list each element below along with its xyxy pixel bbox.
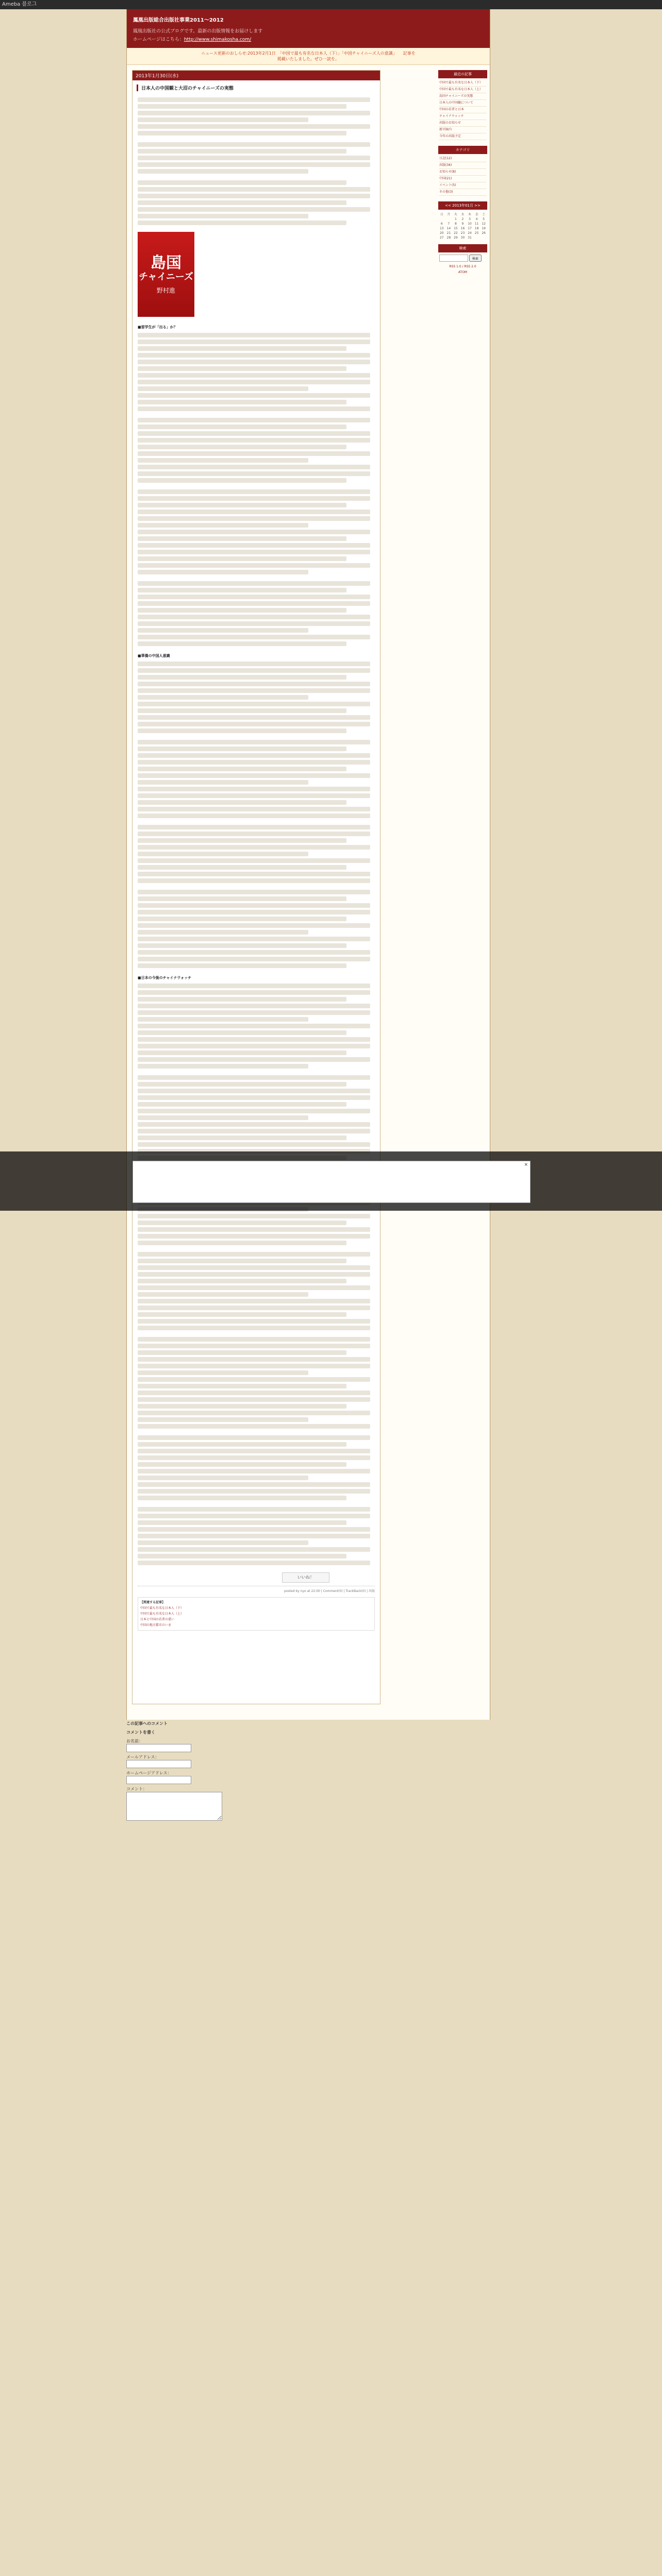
recent-item[interactable]: 中国で最も有名な日本人（下） (439, 80, 486, 87)
calendar-day[interactable]: 11 (474, 222, 479, 226)
section-heading: ■日本の今後のチャイナウォッチ (138, 976, 192, 980)
text-block (138, 180, 375, 225)
related-articles (138, 1597, 375, 1631)
related-item[interactable]: 中国で最も有名な日本人（上） (140, 1612, 184, 1616)
calendar-day[interactable]: 26 (482, 231, 486, 235)
page-container (126, 9, 490, 1720)
calendar-weekday: 日 (440, 213, 443, 216)
calendar-day[interactable]: 4 (475, 217, 478, 221)
calendar-day[interactable]: 14 (446, 227, 451, 230)
url-prefix: ホームページはこちら： (133, 37, 184, 42)
calendar-day[interactable]: 5 (483, 217, 485, 221)
calendar-day[interactable]: 16 (460, 227, 465, 230)
recent-item[interactable]: 出版のお知らせ (439, 120, 486, 127)
recent-item[interactable]: 新刊案内 (439, 127, 486, 133)
text-block (138, 825, 375, 883)
post-body (133, 91, 380, 1583)
text-block (138, 581, 375, 646)
calendar-day[interactable]: 8 (454, 222, 457, 226)
mail-input[interactable] (126, 1760, 191, 1768)
post-footer[interactable]: posted by nyo at 22:00 | Comment(0) | TrackBack(0) | 出版 (138, 1586, 375, 1593)
top-bar (0, 0, 662, 9)
rss-link[interactable]: RSS 1.0 / RSS 2.0 (449, 265, 476, 268)
calendar-weekday: 月 (447, 213, 451, 216)
calendar-day (445, 217, 453, 222)
post-title[interactable]: 日本人の中国観と大沼のチャイニーズの実態 (137, 84, 376, 91)
name-label: お名前： (126, 1739, 143, 1743)
blog-title[interactable]: 鳳凰出版総合出版社事業2011～2012 (133, 18, 224, 23)
comment-heading: この記事へのコメント (126, 1721, 168, 1726)
text-block (138, 1252, 375, 1330)
section-heading: ■留学生が「出る」か？ (138, 325, 177, 329)
name-input[interactable] (126, 1744, 191, 1752)
category-item[interactable]: イベント(5) (439, 182, 486, 189)
top-bar-label: Ameba 블로그 (2, 2, 37, 7)
text-block (138, 97, 375, 135)
recent-item[interactable]: 中国の若者と日本 (439, 107, 486, 113)
calendar-day[interactable]: 19 (482, 227, 486, 230)
calendar-day (438, 217, 445, 222)
home-label: ホームページアドレス： (126, 1771, 172, 1775)
close-icon[interactable]: × (524, 1162, 528, 1167)
modal-dialog (133, 1161, 531, 1203)
text-block (138, 662, 375, 733)
calendar-day[interactable]: 18 (474, 227, 479, 230)
calendar-day[interactable]: 29 (454, 236, 458, 240)
book-cover-image[interactable] (138, 232, 194, 317)
calendar-day[interactable]: 31 (468, 236, 472, 240)
text-block (138, 890, 375, 968)
calendar-day[interactable]: 23 (460, 231, 465, 235)
calendar-day[interactable]: 3 (469, 217, 471, 221)
body-label: コメント： (126, 1787, 147, 1791)
sidebar (438, 70, 487, 275)
related-item[interactable]: 日本と中国の若者の違い (140, 1618, 175, 1621)
book-title-2: チャイニーズ (139, 271, 193, 282)
calendar-day[interactable]: 25 (474, 231, 479, 235)
text-block (138, 418, 375, 483)
category-item[interactable]: 出版(34) (439, 162, 486, 169)
homepage-link[interactable]: http://www.shimakosha.com/ (184, 37, 252, 42)
calendar-day[interactable]: 28 (446, 236, 451, 240)
calendar-weekday: 水 (461, 213, 465, 216)
post-date: 2013年1月30日(水) (133, 71, 380, 80)
calendar-day[interactable]: 13 (439, 227, 444, 230)
calendar-day[interactable]: 22 (454, 231, 458, 235)
main-content (132, 70, 380, 1704)
calendar-heading[interactable]: << 2013年01月 >> (438, 201, 487, 210)
calendar-day[interactable]: 9 (461, 222, 464, 226)
calendar-day[interactable]: 17 (468, 227, 472, 230)
notice-line-1[interactable]: ニュース更新のおしらせ:2013年2月1日 「中国で最も有名な日本人（下）」「中国チャイニーズ人の意識」 記事を (201, 51, 416, 56)
calendar-day (480, 235, 487, 240)
calendar-day[interactable]: 6 (440, 222, 443, 226)
notice-line-2[interactable]: 掲載いたしました。ぜひ一読を。 (277, 57, 339, 62)
recent-item[interactable]: 中国で最も有名な日本人（上） (439, 87, 486, 93)
comment-section (126, 1721, 281, 1822)
text-block (138, 142, 375, 174)
blog-subtitle: 鳳凰出版社の公式ブログです。最新の出版情報をお届けします (133, 29, 263, 34)
calendar-day[interactable]: 2 (461, 217, 464, 221)
calendar-day (473, 235, 481, 240)
calendar-weekday: 火 (454, 213, 457, 216)
recent-list (438, 78, 487, 142)
text-block (138, 1337, 375, 1429)
calendar-day[interactable]: 15 (454, 227, 458, 230)
related-item[interactable]: 中国の地方都市のいま (140, 1623, 172, 1627)
recent-item[interactable]: 島国チャイニーズの実態 (439, 93, 486, 100)
calendar-day[interactable]: 7 (448, 222, 450, 226)
calendar-weekday: 土 (482, 213, 486, 216)
atom-link[interactable]: ATOM (458, 270, 468, 274)
comment-textarea[interactable] (126, 1792, 222, 1821)
recent-item[interactable]: チャイナウォッチ (439, 113, 486, 120)
calendar-day[interactable]: 24 (468, 231, 472, 235)
text-block (138, 1507, 375, 1565)
text-block (138, 740, 375, 818)
calendar-day[interactable]: 27 (439, 236, 444, 240)
category-item[interactable]: 中国(21) (439, 176, 486, 182)
recent-heading: 最近の記事 (438, 70, 487, 78)
text-block (138, 984, 375, 1069)
search-button[interactable]: 検索 (469, 255, 482, 262)
blog-url (133, 36, 484, 42)
calendar-weekday: 金 (475, 213, 478, 216)
calendar-day[interactable]: 12 (482, 222, 486, 226)
category-item[interactable]: 日記(12) (439, 156, 486, 162)
like-button[interactable]: いいね！ (282, 1572, 329, 1583)
calendar (438, 211, 487, 240)
text-block (138, 333, 375, 411)
text-block (138, 489, 375, 574)
book-title-1: 島国 (151, 253, 181, 272)
calendar-day[interactable]: 10 (468, 222, 472, 226)
category-heading: カテゴリ (438, 146, 487, 154)
category-item[interactable]: その他(3) (439, 189, 486, 196)
search-box (438, 252, 487, 264)
mail-label: メールアドレス： (126, 1755, 159, 1759)
calendar-day[interactable]: 30 (460, 236, 465, 240)
blog-header (127, 9, 490, 48)
search-input[interactable] (439, 255, 468, 262)
text-block (138, 1435, 375, 1500)
recent-item[interactable]: 今年の出版予定 (439, 133, 486, 140)
search-heading: 検索 (438, 244, 487, 252)
calendar-weekday: 木 (468, 213, 472, 216)
homepage-input[interactable] (126, 1776, 191, 1784)
category-list (438, 154, 487, 197)
book-author: 野村進 (156, 287, 175, 295)
related-heading: 【関連する記事】 (140, 1601, 166, 1604)
notice-banner[interactable] (127, 48, 490, 65)
category-item[interactable]: お知らせ(8) (439, 169, 486, 176)
calendar-day[interactable]: 20 (439, 231, 444, 235)
related-item[interactable]: 中国で最も有名な日本人（下） (140, 1606, 184, 1610)
calendar-day[interactable]: 1 (454, 217, 457, 221)
section-heading: ■華僑の中国人意識 (138, 654, 170, 658)
recent-item[interactable]: 日本人の中国観について (439, 100, 486, 107)
calendar-day[interactable]: 21 (446, 231, 451, 235)
comment-subheading: コメントを書く (126, 1730, 155, 1735)
